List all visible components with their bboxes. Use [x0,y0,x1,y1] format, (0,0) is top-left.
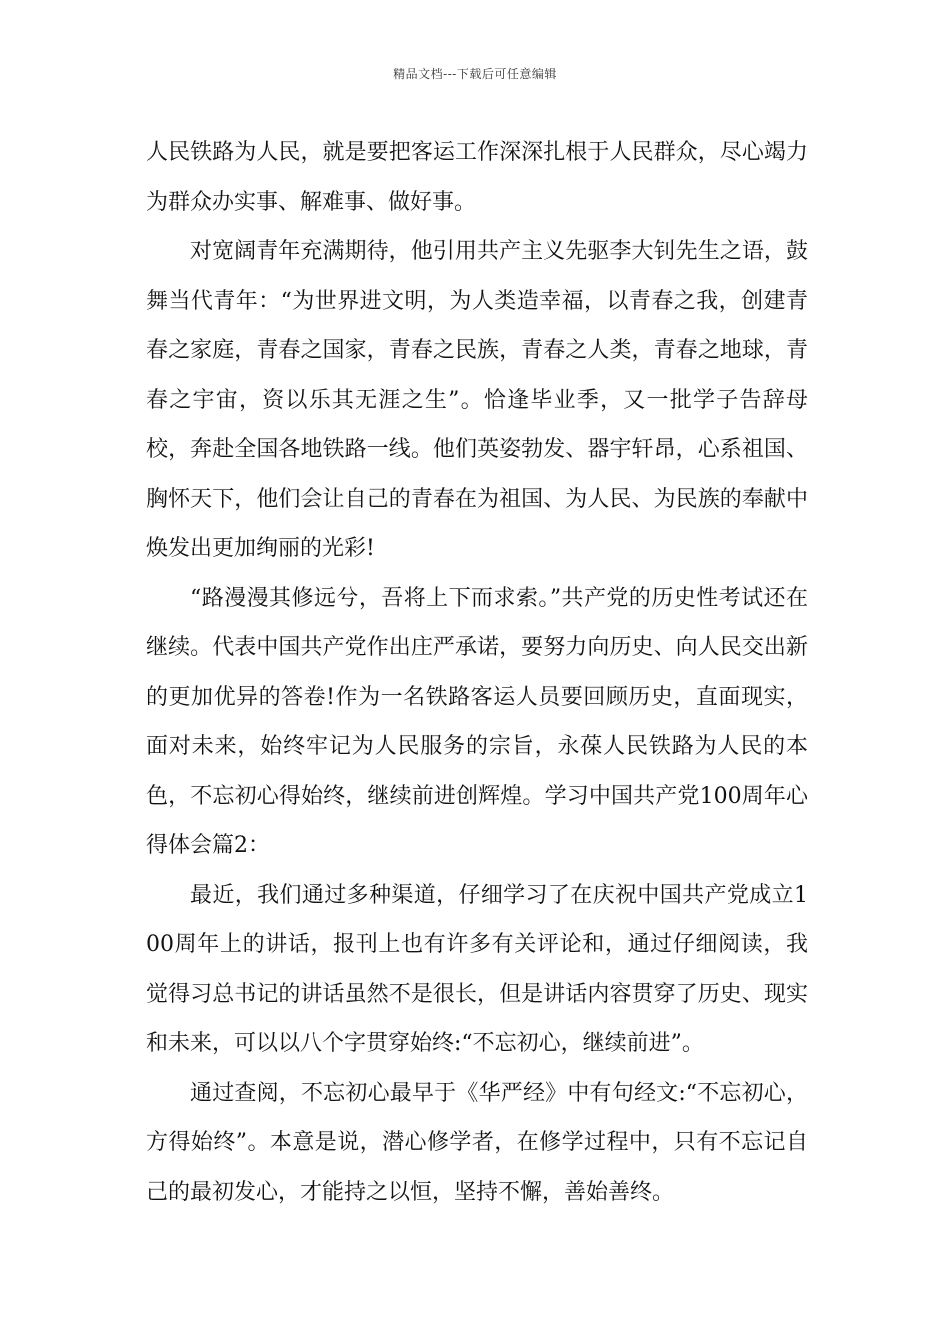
paragraph: 对宽阔青年充满期待，他引用共产主义先驱李大钊先生之语，鼓舞当代青年：“为世界进文明，为人类造幸福，以青春之我，创建青春之家庭，青春之国家，青春之民族，青春之人类，青春之地球，青春之宇宙，资以乐其无涯之生”。恰逢毕业季，又一批学子告辞母校，奔赴全国各地铁路一线。他们英姿勃发、器宇轩昂，心系祖国、胸怀天下，他们会让自己的青春在为祖国、为人民、为民族的奉献中焕发出更加绚丽的光彩! [146,239,808,561]
paragraph: 通过查阅，不忘初心最早于《华严经》中有句经文:“不忘初心，方得始终”。本意是说，潜心修学者，在修学过程中，只有不忘记自己的最初发心，才能持之以恒，坚持不懈，善始善终。 [146,1080,808,1205]
paragraph: “路漫漫其修远兮，吾将上下而求索。”共产党的历史性考试还在继续。代表中国共产党作出庄严承诺，要努力向历史、向人民交出新的更加优异的答卷!作为一名铁路客运人员要回顾历史，直面现实，面对未来，始终牢记为人民服务的宗旨，永葆人民铁路为人民的本色，不忘初心得始终，继续前进创辉煌。学习中国共产党100周年心得体会篇2： [146,585,808,858]
paragraph: 最近，我们通过多种渠道，仔细学习了在庆祝中国共产党成立100周年上的讲话，报刊上也有许多有关评论和，通过仔细阅读，我觉得习总书记的讲话虽然不是很长，但是讲话内容贯穿了历史、现实和未来，可以以八个字贯穿始终:“不忘初心，继续前进”。 [146,882,808,1056]
page-header: 精品文档---下载后可任意编辑 [393,67,557,81]
document-body [146,128,808,1217]
paragraph: 人民铁路为人民，就是要把客运工作深深扎根于人民群众，尽心竭力为群众办实事、解难事、做好事。 [146,140,808,215]
